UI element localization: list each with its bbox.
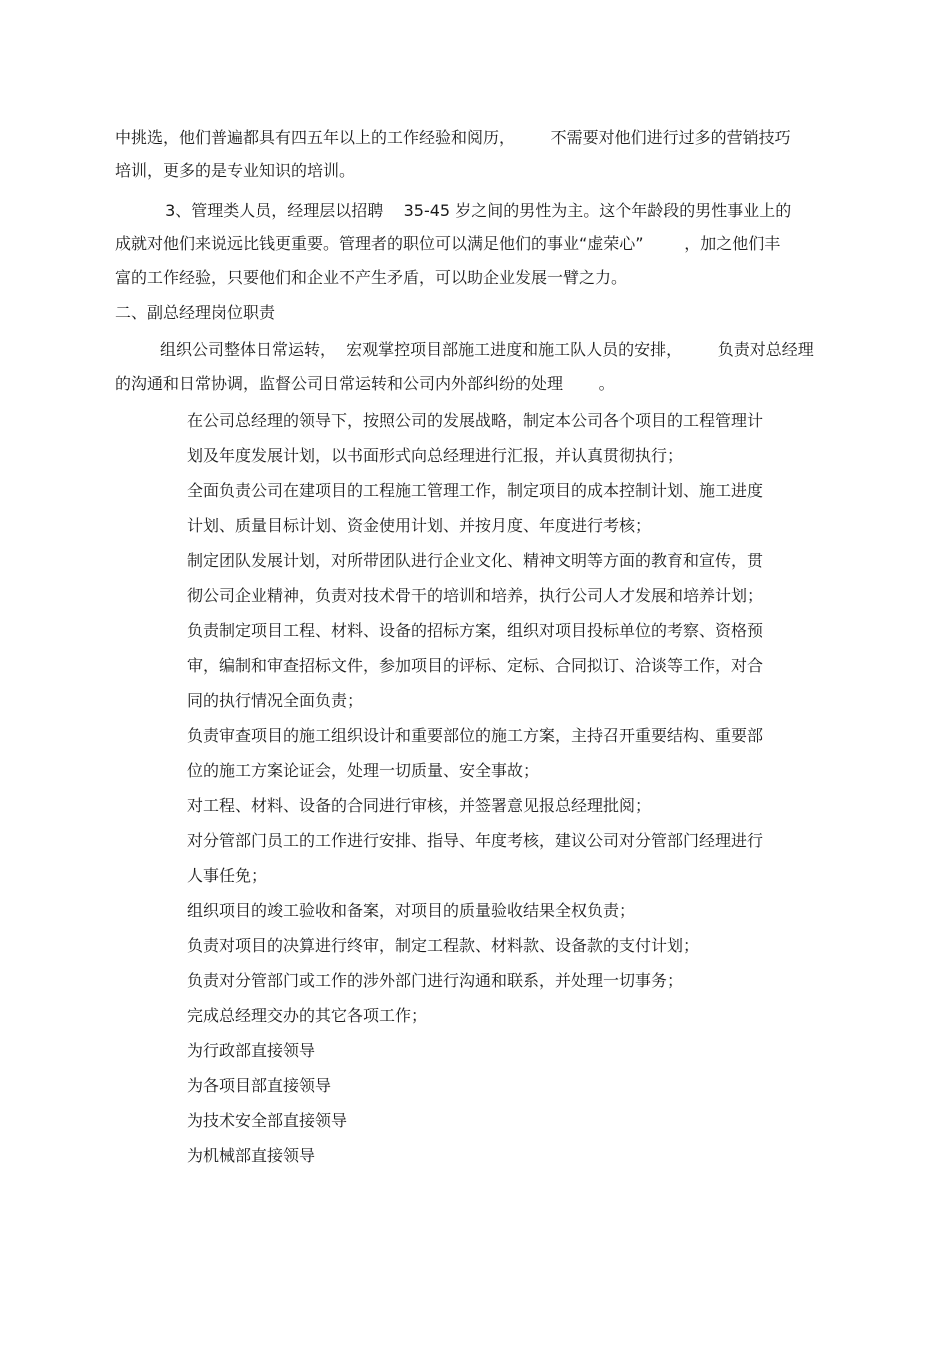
paragraph-2-line-3: 富的工作经验，只要他们和企业不产生矛盾，可以助企业发展一臂之力。 xyxy=(115,268,628,287)
duty-line: 完成总经理交办的其它各项工作； xyxy=(187,1006,428,1025)
duty-line: 计划、质量目标计划、资金使用计划、并按月度、年度进行考核； xyxy=(187,516,652,535)
duty-line: 负责对分管部门或工作的涉外部门进行沟通和联系，并处理一切事务； xyxy=(187,971,684,990)
duty-line: 彻公司企业精神，负责对技术骨干的培训和培养，执行公司人才发展和培养计划； xyxy=(187,586,764,605)
duty-line: 为机械部直接领导 xyxy=(187,1146,316,1165)
duty-line: 为技术安全部直接领导 xyxy=(187,1111,348,1130)
section-heading: 二、副总经理岗位职责 xyxy=(115,303,276,322)
duty-line: 为行政部直接领导 xyxy=(187,1041,316,1060)
duty-line: 为各项目部直接领导 xyxy=(187,1076,332,1095)
duty-line: 负责对项目的决算进行终审，制定工程款、材料款、设备款的支付计划； xyxy=(187,936,700,955)
duty-line: 组织项目的竣工验收和备案，对项目的质量验收结果全权负责； xyxy=(187,901,636,920)
duty-line: 制定团队发展计划，对所带团队进行企业文化、精神文明等方面的教育和宣传，贯 xyxy=(187,551,764,570)
duty-line: 审，编制和审查招标文件，参加项目的评标、定标、合同拟订、洽谈等工作，对合 xyxy=(187,656,764,675)
paragraph-2-line-2: 成就对他们来说远比钱更重要。管理者的职位可以满足他们的事业“虚荣心” ，加之他们丰 xyxy=(115,234,781,253)
duty-line: 同的执行情况全面负责； xyxy=(187,691,364,710)
summary-line-1: 组织公司整体日常运转， 宏观掌控项目部施工进度和施工队人员的安排， 负责对总经理 xyxy=(160,340,814,359)
paragraph-1-line-2: 培训，更多的是专业知识的培训。 xyxy=(115,161,356,180)
duty-line: 对分管部门员工的工作进行安排、指导、年度考核，建议公司对分管部门经理进行 xyxy=(187,831,764,850)
duty-line: 人事任免； xyxy=(187,866,268,885)
paragraph-1-line-1: 中挑选，他们普遍都具有四五年以上的工作经验和阅历， 不需要对他们进行过多的营销技巧 xyxy=(115,128,791,147)
duty-line: 在公司总经理的领导下，按照公司的发展战略，制定本公司各个项目的工程管理计 xyxy=(187,411,764,430)
paragraph-2-line-1: 3、管理类人员，经理层以招聘 35-45 岁之间的男性为主。这个年龄段的男性事业上的 xyxy=(160,201,792,220)
summary-line-2: 的沟通和日常协调，监督公司日常运转和公司内外部纠纷的处理 。 xyxy=(115,374,615,393)
duty-line: 全面负责公司在建项目的工程施工管理工作，制定项目的成本控制计划、施工进度 xyxy=(187,481,764,500)
duty-line: 划及年度发展计划，以书面形式向总经理进行汇报，并认真贯彻执行； xyxy=(187,446,684,465)
duty-line: 负责审查项目的施工组织设计和重要部位的施工方案，主持召开重要结构、重要部 xyxy=(187,726,764,745)
duty-line: 位的施工方案论证会，处理一切质量、安全事故； xyxy=(187,761,540,780)
duty-line: 对工程、材料、设备的合同进行审核，并签署意见报总经理批阅； xyxy=(187,796,652,815)
duty-line: 负责制定项目工程、材料、设备的招标方案，组织对项目投标单位的考察、资格预 xyxy=(187,621,764,640)
